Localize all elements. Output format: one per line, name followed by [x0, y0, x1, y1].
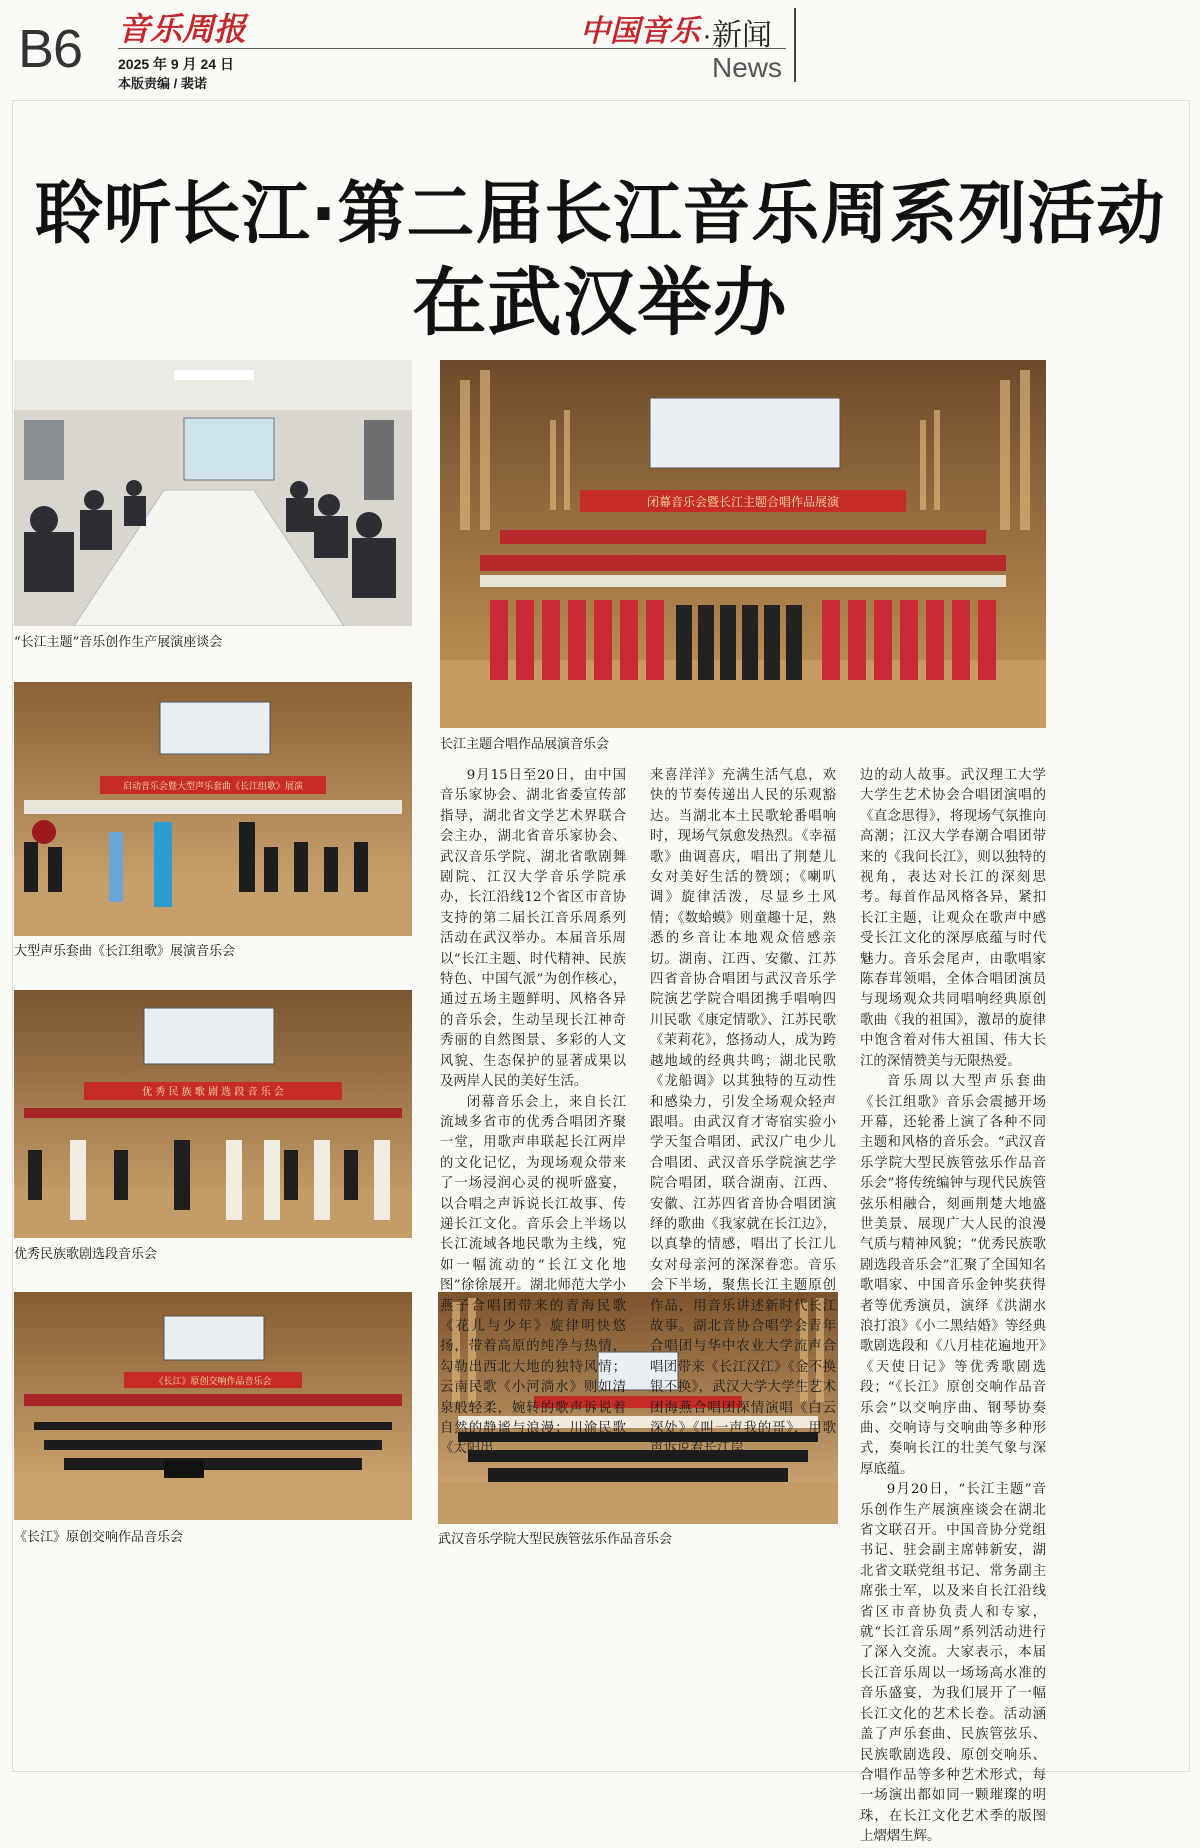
stage-banner-text: 优 秀 民 族 歌 剧 选 段 音 乐 会 [142, 1087, 284, 1098]
section-name-en: News [712, 52, 783, 83]
stage-banner-text: 启动音乐会暨大型声乐套曲《长江组歌》展演 [122, 782, 304, 792]
page-number: B6 [18, 19, 83, 79]
photo-caption: 武汉音乐学院大型民族管弦乐作品音乐会 [438, 1532, 673, 1547]
photo-symphony-concert [14, 1292, 412, 1520]
photo-opera-concert [14, 990, 412, 1238]
headline-line-2: 在武汉举办 [412, 260, 788, 346]
photo-caption: “长江主题”音乐创作生产展演座谈会 [14, 635, 223, 650]
article-paragraph: 闭幕音乐会上，来自长江流域多省市的优秀合唱团齐聚一堂，用歌声串联起长江两岸的文化记忆，为现场观众带来了一场浸润心灵的视听盛宴，以合唱之声诉说长江故事、传递长江文化。音乐会上半场以长江流域各地民歌为主线，宛如一幅流动的“长江文化地图”徐徐展开。湖北师范大学小燕子合唱团带来的青海民歌《花儿与少年》旋律明快悠扬，带着高原的纯净与热情，勾勒出西北大地的独特风情；云南民歌《小河淌水》则如清泉般轻柔，婉转的歌声诉说着自然的静谧与浪漫；川渝民歌《太阳出 [440, 1094, 626, 1457]
article-paragraph: 来喜洋洋》充满生活气息，欢快的节奏传递出人民的乐观豁达。当湖北本土民歌轮番唱响时，现场气氛愈发热烈。《幸福歌》曲调喜庆，唱出了荆楚儿女对美好生活的赞颂；《喇叭调》旋律活泼，尽显乡土风情；《数蛤蟆》则童趣十足，熟悉的乡音让本地观众倍感亲切。湖南、江西、安徽、江苏四省音协合唱团与武汉音乐学院演艺学院合唱团携手唱响四川民歌《康定情歌》、江苏民歌《茉莉花》，悠扬动人，成为跨越地域的经典共鸣；湖北民歌《龙船调》以其独特的互动性和感染力，引发全场观众轻声跟唱。由武汉育才寄宿实验小学天玺合唱团、武汉广电少儿合唱团、武汉音乐学院演艺学院合唱团，联合湖南、江西、安徽、江苏四省音协合唱团演绎的歌曲《我家就在长江边》，以真挚的情感，唱出了长江儿女对母亲河的深深眷恋。音乐会下半场，聚焦长江主题原创作品，用音乐讲述新时代长江故事。湖北音协合唱学会青年合唱团与华中农业大学流声合唱团带来《长江汉江》《金不换银不换》，武汉大学大学生艺术团海燕合唱团深情演唱《白云深处》《叫一声我的哥》，用歌声诉说着长江岸 [650, 768, 836, 1457]
masthead [0, 0, 1200, 100]
article-column-2 [650, 766, 836, 1460]
article-paragraph: 9月15日至20日，由中国音乐家协会、湖北省委宣传部指导，湖北省文学艺术界联合会主办，湖北省音乐家协会、武汉音乐学院、湖北省歌剧舞剧院、江汉大学音乐学院承办，长江沿线12个省区市音协支持的第二届长江音乐周系列活动在武汉举办。本届音乐周以“长江主题、时代精神、民族特色、中国气派”为创作核心，通过五场主题鲜明、风格各异的音乐会，生动呈现长江神奇秀丽的自然图景、多彩的人文风貌、生态保护的显著成果以及两岸人民的美好生活。 [440, 768, 626, 1090]
photo-caption: 优秀民族歌剧选段音乐会 [14, 1247, 158, 1262]
masthead-divider [794, 8, 796, 82]
article-paragraph: 边的动人故事。武汉理工大学大学生艺术协会合唱团演唱的《直念思得》，将现场气氛推向高潮；江汉大学春潮合唱团带来的《我问长江》，则以独特的视角，表达对长江的深刻思考。每首作品风格各异，紧扣长江主题，让观众在歌声中感受长江文化的深厚底蕴与时代魅力。音乐会尾声，由歌唱家陈春茸领唱，全体合唱团演员与现场观众共同唱响经典原创歌曲《我的祖国》，激昂的旋律中饱含着对伟大祖国、伟大长江的深情赞美与无限热爱。 [860, 768, 1046, 1069]
photo-caption: 长江主题合唱作品展演音乐会 [440, 737, 610, 752]
photo-caption: 大型声乐套曲《长江组歌》展演音乐会 [14, 944, 236, 959]
stage-banner-text: 《长江》原创交响作品音乐会 [154, 1377, 272, 1387]
article-paragraph: 音乐周以大型声乐套曲《长江组歌》音乐会震撼开场开幕，还轮番上演了各种不同主题和风格的音乐会。“武汉音乐学院大型民族管弦乐作品音乐会”将传统编钟与现代民族管弦乐相融合，刻画荆楚大地盛世美景、展现广大人民的浪漫气质与精神风貌；“优秀民族歌剧选段音乐会”汇聚了全国知名歌唱家、中国音乐金钟奖获得者等优秀演员，演绎《洪湖水浪打浪》《小二黑结婚》等经典歌剧选段和《八月桂花遍地开》《天使日记》等优秀歌剧选段；“《长江》原创交响作品音乐会”以交响序曲、钢琴协奏曲、交响诗与交响曲等多种形式，奏响长江的壮美气象与深厚底蕴。 [860, 1074, 1046, 1477]
article-column-3 [860, 766, 1046, 1848]
photo-symposium [14, 360, 412, 626]
paper-name-logo: 音乐周报 [118, 10, 247, 48]
article-column-1 [440, 766, 626, 1460]
photo-suite-concert [14, 682, 412, 936]
brand-logo: 中国音乐 [580, 14, 700, 49]
headline-line-1: 聆听长江·第二届长江音乐周系列活动 [34, 175, 1166, 254]
section-name: ·新闻 [702, 19, 772, 52]
stage-banner-text: 闭幕音乐会暨长江主题合唱作品展演 [646, 495, 840, 509]
issue-date: 2025 年 9 月 24 日 [118, 56, 234, 72]
photo-caption: 《长江》原创交响作品音乐会 [14, 1530, 184, 1545]
editor-credit: 本版责编 / 裴诺 [118, 76, 207, 91]
photo-choir-concert [440, 360, 1046, 728]
article-paragraph: 9月20日，“长江主题”音乐创作生产展演座谈会在湖北省文联召开。中国音协分党组书记、驻会副主席韩新安，湖北省文联党组书记、常务副主席张士军，以及来自长江沿线省区市音协负责人和专家，就“长江音乐周”系列活动进行了深入交流。大家表示，本届长江音乐周以一场场高水准的音乐盛宴，为我们展开了一幅长江文化的艺术长卷。活动涵盖了声乐套曲、民族管弦乐、民族歌剧选段、原创交响乐、合唱作品等多种艺术形式，每一场演出都如同一颗璀璨的明珠，在长江文化艺术季的版图上熠熠生辉。 [860, 1482, 1046, 1845]
